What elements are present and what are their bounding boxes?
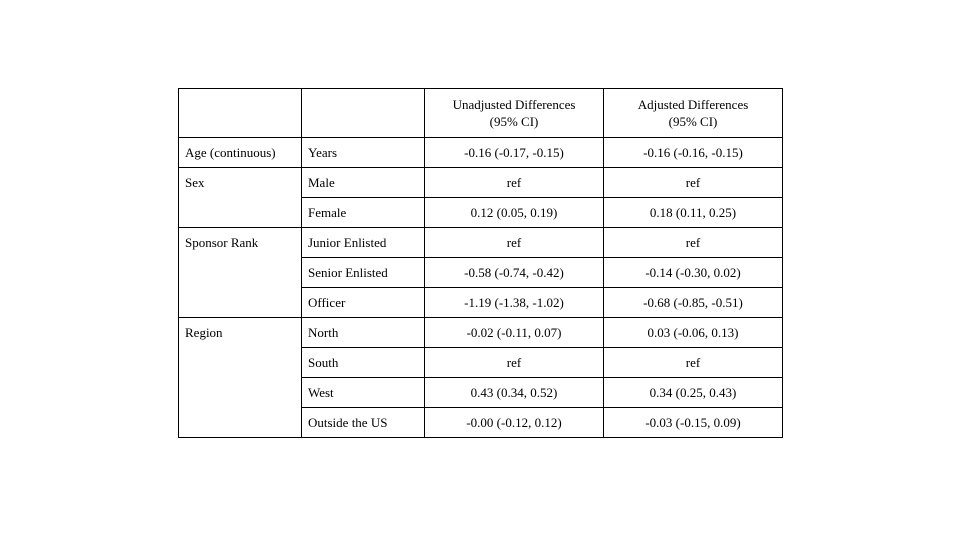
- level-cell: Female: [302, 198, 425, 228]
- level-cell: Officer: [302, 288, 425, 318]
- header-level: [302, 89, 425, 138]
- level-cell: Junior Enlisted: [302, 228, 425, 258]
- adjusted-cell: 0.34 (0.25, 0.43): [604, 378, 783, 408]
- adjusted-cell: -0.03 (-0.15, 0.09): [604, 408, 783, 438]
- level-cell: Senior Enlisted: [302, 258, 425, 288]
- unadjusted-cell: ref: [425, 348, 604, 378]
- results-table: [178, 88, 783, 438]
- level-cell: Male: [302, 168, 425, 198]
- adjusted-cell: ref: [604, 168, 783, 198]
- table-body: [179, 138, 783, 438]
- adjusted-cell: -0.14 (-0.30, 0.02): [604, 258, 783, 288]
- unadjusted-cell: ref: [425, 168, 604, 198]
- unadjusted-cell: 0.43 (0.34, 0.52): [425, 378, 604, 408]
- header-adjusted-ci: (95% CI): [668, 114, 718, 129]
- variable-cell: Sex: [179, 168, 302, 228]
- unadjusted-cell: -0.02 (-0.11, 0.07): [425, 318, 604, 348]
- header-row: [179, 89, 783, 138]
- adjusted-cell: ref: [604, 348, 783, 378]
- unadjusted-cell: 0.12 (0.05, 0.19): [425, 198, 604, 228]
- variable-cell: Region: [179, 318, 302, 438]
- unadjusted-cell: -0.58 (-0.74, -0.42): [425, 258, 604, 288]
- header-unadjusted: [425, 89, 604, 138]
- adjusted-cell: 0.03 (-0.06, 0.13): [604, 318, 783, 348]
- header-unadjusted-title: Unadjusted Differences: [452, 97, 576, 112]
- table-row: [179, 138, 783, 168]
- header-variable: [179, 89, 302, 138]
- unadjusted-cell: ref: [425, 228, 604, 258]
- header-adjusted: [604, 89, 783, 138]
- variable-cell: Sponsor Rank: [179, 228, 302, 318]
- level-cell: Outside the US: [302, 408, 425, 438]
- table-row: [179, 318, 783, 348]
- unadjusted-cell: -0.16 (-0.17, -0.15): [425, 138, 604, 168]
- adjusted-cell: 0.18 (0.11, 0.25): [604, 198, 783, 228]
- header-adjusted-title: Adjusted Differences: [637, 97, 749, 112]
- level-cell: South: [302, 348, 425, 378]
- level-cell: Years: [302, 138, 425, 168]
- adjusted-cell: ref: [604, 228, 783, 258]
- variable-cell: Age (continuous): [179, 138, 302, 168]
- unadjusted-cell: -0.00 (-0.12, 0.12): [425, 408, 604, 438]
- unadjusted-cell: -1.19 (-1.38, -1.02): [425, 288, 604, 318]
- level-cell: West: [302, 378, 425, 408]
- level-cell: North: [302, 318, 425, 348]
- adjusted-cell: -0.68 (-0.85, -0.51): [604, 288, 783, 318]
- table-row: [179, 228, 783, 258]
- adjusted-cell: -0.16 (-0.16, -0.15): [604, 138, 783, 168]
- header-unadjusted-ci: (95% CI): [489, 114, 539, 129]
- table-header: [179, 89, 783, 138]
- table-row: [179, 168, 783, 198]
